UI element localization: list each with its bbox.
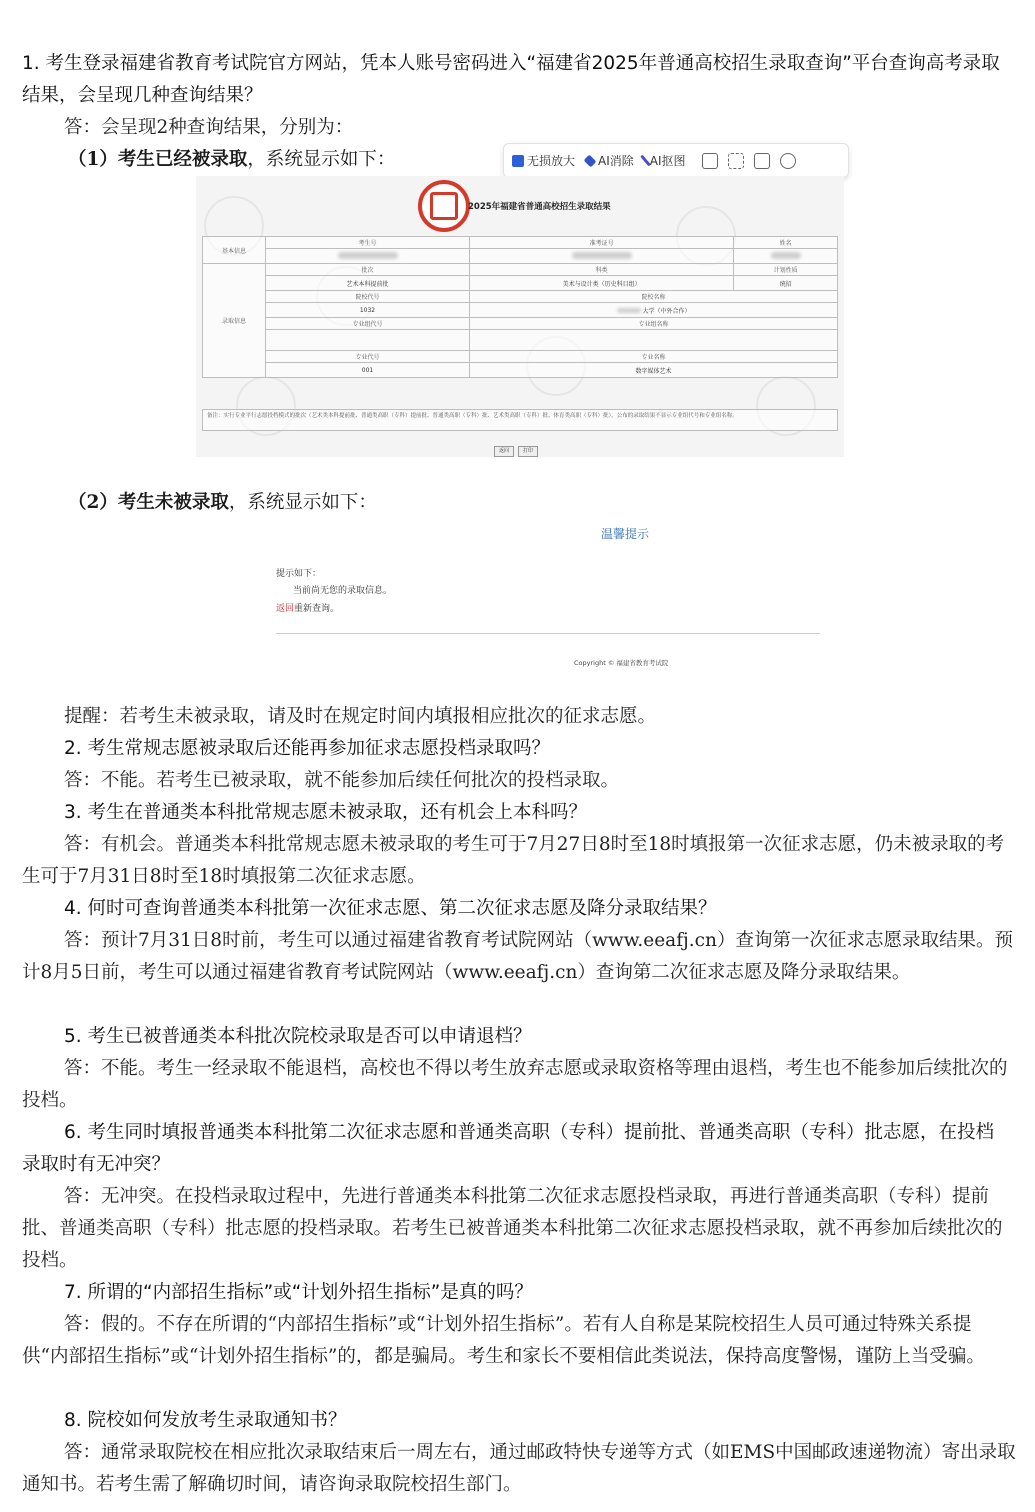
answer-1: 答：会呈现2种查询结果，分别为：: [64, 117, 354, 138]
answer-4: 答：预计7月31日8时前，考生可以通过福建省教育考试院网站（www.eeafj.cn）查询第一次征求志愿录取结果。预计8月5日前，考生可以通过福建省教育考试院网站（www.eeafj.cn）查询第二次征求志愿及降分录取结果。: [22, 930, 1013, 983]
subheading-not-admitted-bold: （2）考生未被录取: [68, 492, 229, 513]
lossless-zoom-button[interactable]: [512, 152, 575, 169]
tip-line-3-text: 重新查询。: [294, 604, 340, 614]
tip-line-1: 提示如下：: [276, 569, 322, 579]
back-button[interactable]: 返回: [494, 446, 514, 457]
image-toolbar: [503, 143, 849, 178]
copyright: Copyright © 福建省教育考试院: [574, 659, 669, 667]
lossless-zoom-label: 无损放大: [527, 154, 576, 168]
header-group-name: 专业组名称: [470, 318, 838, 330]
print-button[interactable]: 打印: [518, 446, 538, 457]
header-plan: 计划性质: [734, 264, 838, 276]
header-batch: 批次: [266, 264, 470, 276]
question-6: 6. 考生同时填报普通类本科批第二次征求志愿和普通类高职（专科）提前批、普通类高职（专科）批志愿，在投档录取时有无冲突？: [22, 1122, 995, 1175]
question-5: 5. 考生已被普通类本科批次院校录取是否可以申请退档？: [64, 1026, 532, 1047]
header-major-code: 专业代号: [266, 351, 470, 363]
ai-cutout-button[interactable]: [644, 152, 686, 169]
ai-cutout-label: AI抠图: [649, 154, 686, 168]
header-exam-no: 考生号: [266, 237, 470, 249]
value-name-blurred: [734, 249, 838, 264]
value-school-name-text: 大学（中外合作）: [642, 307, 691, 315]
answer-3: 答：有机会。普通类本科批常规志愿未被录取的考生可于7月27日8时至18时填报第一次征求志愿，仍未被录取的考生可于7月31日8时至18时填报第二次征求志愿。: [22, 834, 1005, 887]
subheading-admitted: [68, 144, 395, 176]
value-group-name: [470, 330, 838, 351]
header-major-name: 专业名称: [470, 351, 838, 363]
eraser-icon: [584, 154, 597, 167]
value-group-code: [266, 330, 470, 351]
header-subject: 科类: [470, 264, 734, 276]
divider: [276, 633, 820, 634]
answer-6: 答：无冲突。在投档录取过程中，先进行普通类本科批第二次征求志愿投档录取，再进行普通类高职（专科）提前批、普通类高职（专科）批志愿的投档录取。若考生已被普通类本科批第二次征求志愿投档录取，就不再参加后续批次的投档。: [22, 1186, 1003, 1271]
header-ticket: 准考证号: [470, 237, 734, 249]
side-admit: 录取信息: [203, 264, 266, 378]
question-2: 2. 考生常规志愿被录取后还能再参加征求志愿投档录取吗？: [64, 738, 551, 759]
header-school-name: 院校名称: [470, 291, 838, 303]
exam-authority-seal-icon: [418, 180, 470, 232]
question-7: 7. 所谓的“内部招生指标”或“计划外招生指标”是真的吗？: [64, 1282, 533, 1303]
subheading-admitted-rest: ，系统显示如下：: [247, 149, 396, 170]
value-major-code: 001: [266, 363, 470, 378]
answer-2: 答：不能。若考生已被录取，就不能参加后续任何批次的投档录取。: [64, 770, 620, 791]
value-major-name: 数字媒体艺术: [470, 363, 838, 378]
ai-erase-label: AI消除: [598, 154, 634, 168]
result-note: 备注：实行专业平行志愿投档模式的批次（艺术类本科提前批、普通类高职（专科）提前批、普通类高职（专科）批、艺术类高职（专科）批、体育类高职（专科）批），公布的录取结果不显示专业组代号和专业组名称。: [202, 409, 838, 431]
tip-line-2: 当前尚无您的录取信息。: [293, 586, 393, 596]
subheading-not-admitted: [68, 487, 377, 519]
reminder: 提醒：若考生未被录取，请及时在规定时间内填报相应批次的征求志愿。: [64, 706, 657, 727]
answer-8: 答：通常录取院校在相应批次录取结束后一周左右，通过邮政特快专递等方式（如EMS中国邮政速递物流）寄出录取通知书。若考生需了解确切时间，请咨询录取院校招生部门。: [22, 1442, 1016, 1495]
header-group-code: 专业组代号: [266, 318, 470, 330]
header-school-code: 院校代号: [266, 291, 470, 303]
download-icon[interactable]: [754, 153, 770, 169]
tip-line-3: [276, 601, 339, 614]
settings-icon[interactable]: [780, 153, 796, 169]
return-link[interactable]: 返回: [276, 604, 295, 614]
answer-7: 答：假的。不存在所谓的“内部招生指标”或“计划外招生指标”。若有人自称是某院校招生人员可通过特殊关系提供“内部招生指标”或“计划外招生指标”的，都是骗局。考生和家长不要相信此类说法，保持高度警惕，谨防上当受骗。: [22, 1314, 985, 1367]
result-title: 2025年福建省普通高校招生录取结果: [468, 202, 611, 212]
answer-5: 答：不能。考生一经录取不能退档，高校也不得以考生放弃志愿或录取资格等理由退档，考生也不能参加后续批次的投档。: [22, 1058, 1008, 1111]
header-name: 姓名: [734, 237, 838, 249]
value-subject: 美术与设计类（历史科目组）: [470, 276, 734, 291]
value-batch: 艺术本科提前批: [266, 276, 470, 291]
hd-icon: [512, 155, 524, 167]
question-3: 3. 考生在普通类本科批常规志愿未被录取，还有机会上本科吗？: [64, 802, 588, 823]
value-plan: 统招: [734, 276, 838, 291]
value-exam-no-blurred: [266, 249, 470, 264]
result-table: [202, 236, 838, 378]
side-basic: 基本信息: [203, 237, 266, 264]
value-school-name: [470, 303, 838, 318]
admitted-result-screenshot: [196, 176, 844, 457]
crop-icon[interactable]: [728, 153, 744, 169]
image-edit-icon[interactable]: [702, 153, 718, 169]
question-4: 4. 何时可查询普通类本科批第一次征求志愿、第二次征求志愿及降分录取结果？: [64, 898, 717, 919]
ai-erase-button[interactable]: [585, 152, 634, 169]
subheading-admitted-bold: （1）考生已经被录取: [68, 149, 248, 170]
value-school-code: 1032: [266, 303, 470, 318]
question-1: 1. 考生登录福建省教育考试院官方网站，凭本人账号密码进入“福建省2025年普通高校招生录取查询”平台查询高考录取结果，会呈现几种查询结果？: [22, 53, 1000, 106]
subheading-not-admitted-rest: ，系统显示如下：: [228, 492, 377, 513]
not-admitted-screenshot: [266, 520, 826, 670]
tip-title: 温馨提示: [601, 527, 650, 541]
question-8: 8. 院校如何发放考生录取通知书？: [64, 1410, 347, 1431]
value-ticket-blurred: [470, 249, 734, 264]
